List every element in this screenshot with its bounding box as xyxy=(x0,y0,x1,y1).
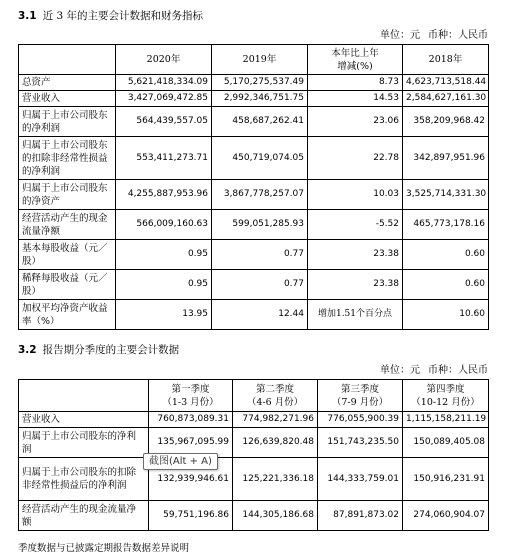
value-change: 22.78 xyxy=(308,137,403,180)
value-change: 10.03 xyxy=(308,180,403,210)
table-row xyxy=(19,501,489,531)
value-2019: 599,051,285.93 xyxy=(212,210,308,240)
quarter-name: 第二季度 xyxy=(255,383,294,395)
value-2018: 465,773,178.16 xyxy=(403,210,489,240)
value-2019: 0.77 xyxy=(212,270,308,300)
value-2018: 3,525,714,331.30 xyxy=(403,180,489,210)
value-2019: 5,170,275,537.49 xyxy=(212,75,308,91)
quarter-name: 第三季度 xyxy=(340,383,379,395)
section-2-unit-label: 单位：元 xyxy=(380,365,420,376)
column-header: 2020年 xyxy=(116,45,212,75)
section-2-heading: 报告期分季度的主要会计数据 xyxy=(42,344,180,356)
quarter-range: （10-12 月份） xyxy=(411,396,480,408)
value-q4: 274,060,904.07 xyxy=(403,501,489,531)
value-change: -5.52 xyxy=(308,210,403,240)
value-q3: 151,743,235.50 xyxy=(318,428,403,458)
column-header xyxy=(19,45,116,75)
value-q2: 144,305,186.68 xyxy=(233,501,318,531)
quarterly-data-table xyxy=(18,379,489,531)
value-q4: 1,115,158,211.19 xyxy=(403,412,489,428)
column-header xyxy=(19,380,149,412)
section-2-number: 3.2 xyxy=(18,344,37,356)
value-2019: 450,719,074.05 xyxy=(212,137,308,180)
section-1-unit xyxy=(372,29,488,42)
table-row xyxy=(19,428,489,458)
row-label: 营业收入 xyxy=(19,91,116,107)
value-q4: 150,089,405.08 xyxy=(403,428,489,458)
column-header: 本年比上年 增减(%) xyxy=(308,45,403,75)
table-row xyxy=(19,210,489,240)
column-header xyxy=(403,380,489,412)
quarter-name: 第四季度 xyxy=(426,383,465,395)
row-label: 归属于上市公司股东的扣除非经常性损益后的净利润 xyxy=(19,458,149,501)
value-2019: 12.44 xyxy=(212,300,308,330)
value-q2: 126,639,820.48 xyxy=(233,428,318,458)
table-header-row xyxy=(19,380,489,412)
value-2019: 0.77 xyxy=(212,240,308,270)
value-change: 23.06 xyxy=(308,107,403,137)
value-q4: 150,916,231.91 xyxy=(403,458,489,501)
value-2020: 5,621,418,334.09 xyxy=(116,75,212,91)
row-label: 归属于上市公司股东的扣除非经常性损益的净利润 xyxy=(19,137,116,180)
value-change: 增加1.51个百分点 xyxy=(308,300,403,330)
row-label: 总资产 xyxy=(19,75,116,91)
section-1-number: 3.1 xyxy=(18,10,37,22)
value-2018: 4,623,713,518.44 xyxy=(403,75,489,91)
row-label: 归属于上市公司股东的净利润 xyxy=(19,107,116,137)
section-1-heading: 近 3 年的主要会计数据和财务指标 xyxy=(42,10,203,22)
table-row xyxy=(19,270,489,300)
row-label: 归属于上市公司股东的净利润 xyxy=(19,428,149,458)
row-label: 稀释每股收益（元／股） xyxy=(19,270,116,300)
value-2020: 553,411,273.71 xyxy=(116,137,212,180)
value-2018: 342,897,951.96 xyxy=(403,137,489,180)
value-change: 14.53 xyxy=(308,91,403,107)
table-row xyxy=(19,458,489,501)
value-2018: 0.60 xyxy=(403,270,489,300)
row-label: 加权平均净资产收益率（%） xyxy=(19,300,116,330)
quarter-range: （1-3 月份） xyxy=(162,396,219,408)
annual-data-table xyxy=(18,44,489,330)
table-row xyxy=(19,137,489,180)
footnote-cut: 季度数据与已披露定期报告数据差异说明 xyxy=(18,543,190,554)
table-header-row xyxy=(19,45,489,75)
value-q2: 125,221,336.18 xyxy=(233,458,318,501)
table-row xyxy=(19,240,489,270)
column-header: 2018年 xyxy=(403,45,489,75)
section-2-unit xyxy=(372,364,488,377)
value-q1: 132,939,946.61 xyxy=(149,458,233,501)
value-2018: 10.60 xyxy=(403,300,489,330)
value-2019: 458,687,262.41 xyxy=(212,107,308,137)
row-label: 基本每股收益（元／股） xyxy=(19,240,116,270)
quarter-name: 第一季度 xyxy=(171,383,210,395)
value-2019: 2,992,346,751.75 xyxy=(212,91,308,107)
value-2019: 3,867,778,257.07 xyxy=(212,180,308,210)
table-row xyxy=(19,300,489,330)
value-q2: 774,982,271.96 xyxy=(233,412,318,428)
value-q1: 59,751,196.86 xyxy=(149,501,233,531)
value-q3: 144,333,759.01 xyxy=(318,458,403,501)
table-row xyxy=(19,75,489,91)
row-label: 归属于上市公司股东的净资产 xyxy=(19,180,116,210)
value-2018: 2,584,627,161.30 xyxy=(403,91,489,107)
column-header xyxy=(233,380,318,412)
table-row xyxy=(19,107,489,137)
value-2020: 0.95 xyxy=(116,240,212,270)
value-q1: 135,967,095.99 xyxy=(149,428,233,458)
value-2020: 566,009,160.63 xyxy=(116,210,212,240)
value-change: 23.38 xyxy=(308,270,403,300)
section-1-title xyxy=(18,9,203,23)
quarter-range: （7-9 月份） xyxy=(331,396,389,408)
value-2020: 0.95 xyxy=(116,270,212,300)
value-q3: 776,055,900.39 xyxy=(318,412,403,428)
row-label: 经营活动产生的现金流量净额 xyxy=(19,210,116,240)
section-1-unit-label: 单位：元 xyxy=(380,30,420,41)
value-2020: 4,255,887,953.96 xyxy=(116,180,212,210)
value-2018: 0.60 xyxy=(403,240,489,270)
value-change: 23.38 xyxy=(308,240,403,270)
section-1-currency-label: 币种：人民币 xyxy=(428,30,488,41)
value-2020: 13.95 xyxy=(116,300,212,330)
quarter-range: （4-6 月份） xyxy=(246,396,304,408)
table-row xyxy=(19,91,489,107)
value-2020: 3,427,069,472.85 xyxy=(116,91,212,107)
column-header xyxy=(149,380,233,412)
table-row xyxy=(19,412,489,428)
screenshot-tooltip: 截图(Alt + A) xyxy=(143,453,218,470)
value-q1: 760,873,089.31 xyxy=(149,412,233,428)
value-q3: 87,891,873.02 xyxy=(318,501,403,531)
column-header: 2019年 xyxy=(212,45,308,75)
value-2020: 564,439,557.05 xyxy=(116,107,212,137)
value-2018: 358,209,968.42 xyxy=(403,107,489,137)
table-row xyxy=(19,180,489,210)
column-header xyxy=(318,380,403,412)
row-label: 经营活动产生的现金流量净额 xyxy=(19,501,149,531)
value-change: 8.73 xyxy=(308,75,403,91)
row-label: 营业收入 xyxy=(19,412,149,428)
section-2-title xyxy=(18,343,179,357)
section-2-currency-label: 币种：人民币 xyxy=(428,365,488,376)
